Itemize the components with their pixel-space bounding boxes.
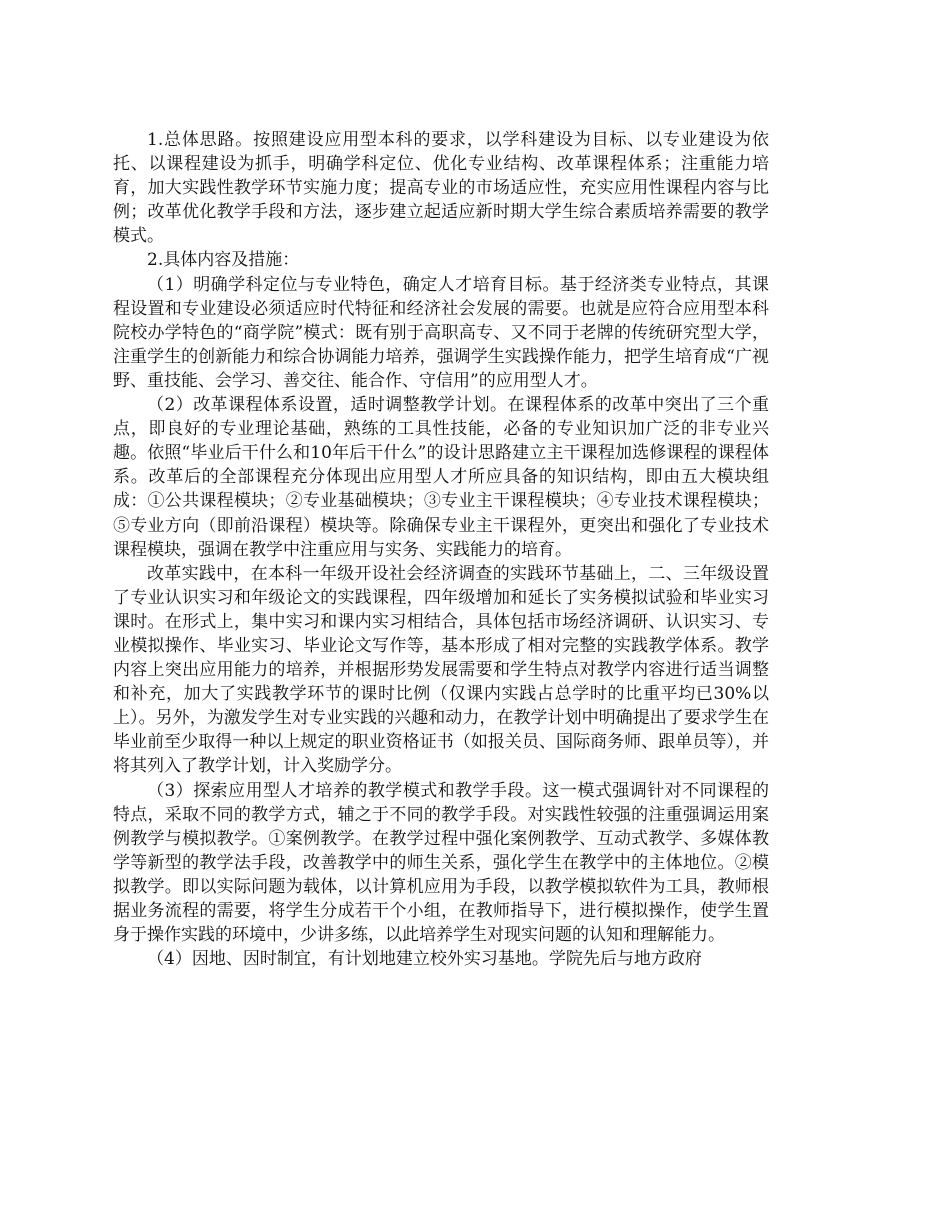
paragraph-discipline-positioning: （1）明确学科定位与专业特色，确定人才培育目标。基于经济类专业特点，其课程设置和专业建设必须适应时代特征和经济社会发展的需要。也就是应符合应用型本科院校办学特色的“商学院”模式：既有别于高职高专、又不同于老牌的传统研究型大学，注重学生的创新能力和综合协调能力培养，强调学生实践操作能力，把学生培育成“广视野、重技能、会学习、善交往、能合作、守信用”的应用型人才。 [113, 274, 769, 391]
paragraph-overall-idea: 1.总体思路。按照建设应用型本科的要求，以学科建设为目标、以专业建设为依托、以课程建设为抓手，明确学科定位、优化专业结构、改革课程体系；注重能力培育，加大实践性教学环节实施力度；提高专业的市场适应性，充实应用性课程内容与比例；改革优化教学手段和方法，逐步建立起适应新时期大学生综合素质培养需要的教学模式。 [113, 130, 769, 247]
paragraph-internship-bases: （4）因地、因时制宜，有计划地建立校外实习基地。学院先后与地方政府 [147, 949, 702, 970]
paragraph-measures-heading: 2.具体内容及措施： [147, 250, 300, 271]
paragraph-curriculum-reform: （2）改革课程体系设置，适时调整教学计划。在课程体系的改革中突出了三个重点，即良好的专业理论基础，熟练的工具性技能，必备的专业知识加广泛的非专业兴趣。依照“毕业后干什么和10年后干什么”的设计思路建立主干课程加选修课程的课程体系。改革后的全部课程充分体现出应用型人才所应具备的知识结构，即由五大模块组成：①公共课程模块；②专业基础模块；③专业主干课程模块；④专业技术课程模块；⑤专业方向（即前沿课程）模块等。除确保专业主干课程外，更突出和强化了专业技术课程模块，强调在教学中注重应用与实务、实践能力的培育。 [113, 395, 769, 560]
paragraph-teaching-modes: （3）探索应用型人才培养的教学模式和教学手段。这一模式强调针对不同课程的特点，采取不同的教学方式，辅之于不同的教学手段。对实践性较强的注重强调运用案例教学与模拟教学。①案例教学。在教学过程中强化案例教学、互动式教学、多媒体教学等新型的教学法手段，改善教学中的师生关系，强化学生在教学中的主体地位。②模拟教学。即以实际问题为载体，以计算机应用为手段，以教学模拟软件为工具，教师根据业务流程的需要，将学生分成若干个小组，在教师指导下，进行模拟操作，使学生置身于操作实践的环境中，少讲多练，以此培养学生对现实问题的认知和理解能力。 [113, 780, 769, 946]
paragraph-practice-reform: 改革实践中，在本科一年级开设社会经济调查的实践环节基础上，二、三年级设置了专业认识实习和年级论文的实践课程，四年级增加和延长了实务模拟试验和毕业实习课时。在形式上，集中实习和课内实习相结合，具体包括市场经济调研、认识实习、专业模拟操作、毕业实习、毕业论文写作等，基本形成了相对完整的实践教学体系。教学内容上突出应用能力的培养，并根据形势发展需要和学生特点对教学内容进行适当调整和补充，加大了实践教学环节的课时比例（仅课内实践占总学时的比重平均已30%以上）。另外，为激发学生对专业实践的兴趣和动力，在教学计划中明确提出了要求学生在毕业前至少取得一种以上规定的职业资格证书（如报关员、国际商务师、跟单员等），并将其列入了教学计划，计入奖励学分。 [113, 563, 769, 777]
document-page [113, 128, 769, 971]
